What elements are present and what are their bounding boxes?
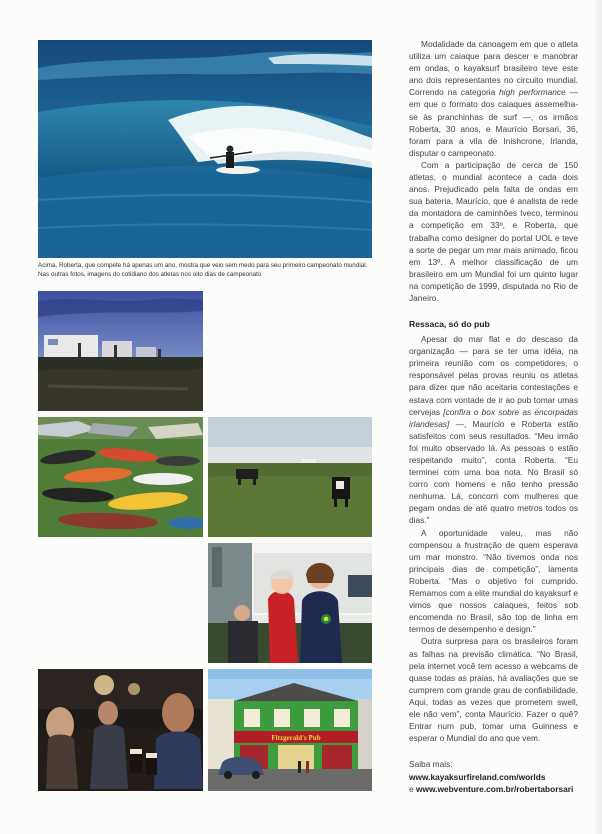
athletes-camper-photo bbox=[208, 543, 372, 663]
pub-interior-photo bbox=[38, 669, 203, 791]
article-subhead: Ressaca, só do pub bbox=[409, 319, 490, 330]
article-paragraph-1: Modalidade da canoagem em que o atleta utiliza um caiaque para descer e manobrar em ondas, o kayaksurf brasileiro teve este ano dois representantes no circuito mundial. Correndo na categoria high performance — em que o formato dos caiaques assemelha-se às pranchinhas de surf —, os irmãos Roberta, 30 anos, e Maurício Borsari, 36, foram para a vila de Inishcrone, Irlanda, disputar o campeonato. bbox=[409, 39, 578, 158]
kayaks-photo bbox=[38, 417, 203, 537]
photo-caption: Acima, Roberta, que compete há apenas um ano, mostra que veio sem medo para seu primeiro campeonato mundial. Nas outras fotos, imagens do cotidiano dos atletas nos oito dias de campeonato bbox=[38, 262, 368, 278]
article-paragraph-2: Com a participação de cerca de 150 atletas, o mundial acontece a cada dois anos. Prejudicado pela falta de ondas em sua bateria, Maurício, que é analista de rede da montadora de caminhões Iveco, terminou a competição em 33º, e Roberta, que trabalha como designer do portal UOL e teve a sorte de pegar um mar mais animado, ficou em 13º. A melhor classificação de um brasileiro em um Mundial foi um quinto lugar na competição de 1999, disputada no Rio de Janeiro. bbox=[409, 159, 578, 303]
article-column bbox=[409, 38, 578, 796]
page-edge-shadow bbox=[592, 0, 602, 834]
campsite-photo bbox=[38, 291, 203, 411]
pub-facade-photo bbox=[208, 669, 372, 791]
link-kayaksurfireland[interactable]: www.kayaksurfireland.com/worlds bbox=[409, 771, 546, 782]
article-paragraph-5: Outra surpresa para os brasileiros foram as falhas na previsão climática. “No Brasil, pela internet você tem acesso a webcams de quase todas as praias, há avaliações que se cumprem com grande grau de confiabilidade. Aqui, todas as vezes que prometem swell, ele não vem”, conta Maurício. Fazer o quê? Entrar num pub, tomar uma Guinness e esperar o Mundial do ano que vem. bbox=[409, 636, 578, 744]
surf-hero-photo bbox=[38, 40, 372, 258]
pub-sign-text: Fitzgerald's Pub bbox=[271, 734, 321, 742]
field-cows-photo bbox=[208, 417, 372, 537]
article-paragraph-4: A oportunidade valeu, mas não compensou a frustração de quem esperava um mar monstro. “Não tivemos onda nos principais dias de competição”, lamenta Roberta. “Mas o objetivo foi cumprido. Remamos com a elite mundial do kayaksurf e vimos que nossos caiaques, feitos sob encomenda no Brasil, são top de linha em termos de desempenho e design.” bbox=[409, 527, 578, 635]
link-webventure[interactable]: www.webventure.com.br/robertaborsari bbox=[415, 784, 574, 795]
article-paragraph-3: Apesar do mar flat e do descaso da organização — para se ter uma idéia, na primeira reunião com os competidores, o responsável pelas provas reuniu os atletas para dizer que não aceitaria contestações e estava com vontade de ir ao pub tomar umas cervejas [confira o box sobre as encorpadas irlandesas] —, Maurício e Roberta estão satisfeitos com seus resultados. “Meu irmão foi muito observado lá. As pessoas o estão respeitando muito”, conta Roberta. “Eu terminei com uma boa nota. No Brasil só corro com homens e não tenho pressão nenhuma. Lá, concorri com mulheres que pegam ondas de até quatro metros todos os dias.” bbox=[409, 334, 578, 526]
more-info: Saiba mais: www.kayaksurfireland.com/worlds e www.webventure.com.br/robertaborsari bbox=[409, 759, 574, 795]
